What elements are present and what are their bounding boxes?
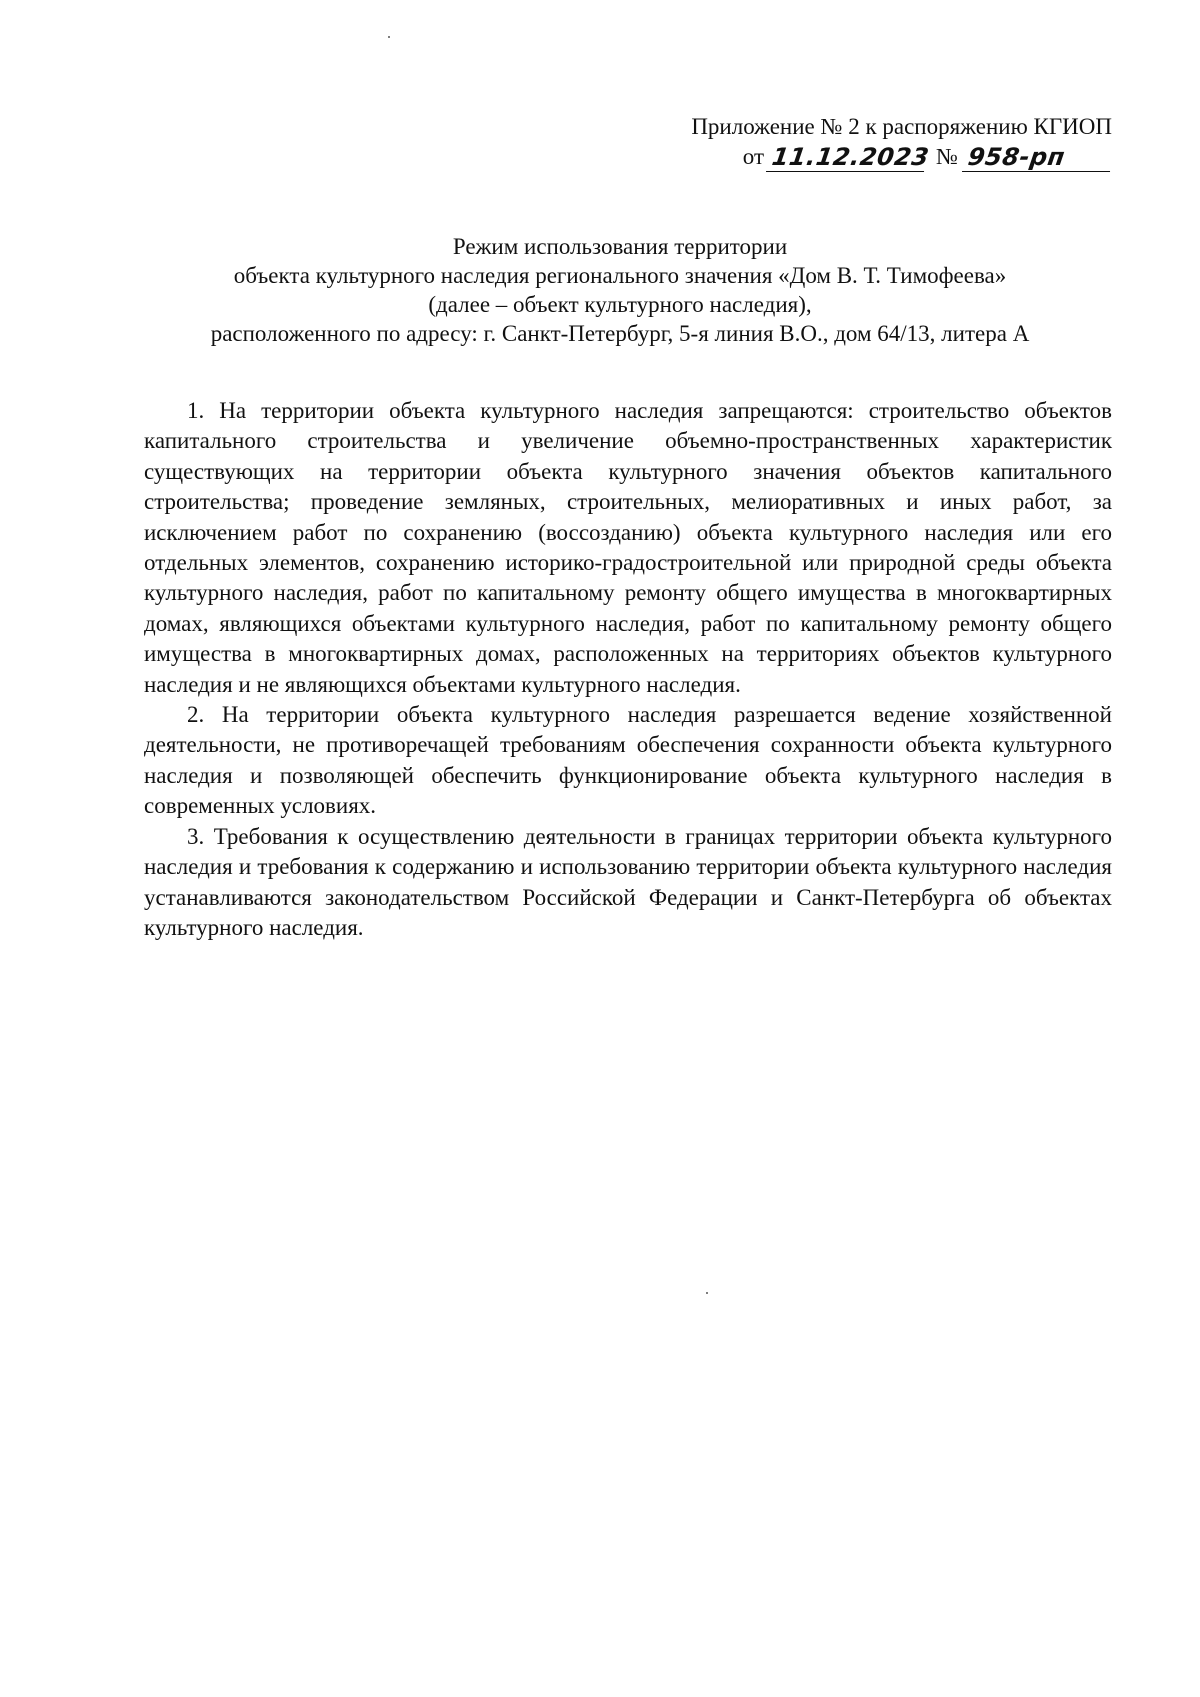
paragraph-3: 3. Требования к осуществлению деятельности в границах территории объекта культурного наследия и требования к содержанию и использованию территории объекта культурного наследия устанавливаются законодательством Российской Федерации и Санкт-Петербурга об объектах культурного наследия.: [144, 823, 1112, 940]
title-line-4: расположенного по адресу: г. Санкт-Петербург, 5-я линия В.О., дом 64/13, литера А: [210, 321, 1030, 346]
title-line-3: (далее – объект культурного наследия),: [428, 292, 812, 317]
number-prefix: №: [936, 144, 958, 169]
appendix-line: Приложение № 2 к распоряжению КГИОП: [691, 114, 1112, 139]
paragraph-2: 2. На территории объекта культурного наследия разрешается ведение хозяйственной деятельности, не противоречащей требованиям обеспечения сохранности объекта культурного наследия и позволяющей обеспечить функционирование объекта культурного наследия в современных условиях.: [144, 702, 1112, 819]
handwritten-date: 11.12.2023: [766, 143, 928, 172]
scan-speck: [388, 36, 390, 38]
order-reference: [652, 142, 1112, 172]
document-body: [144, 396, 1112, 943]
paragraph-1: 1. На территории объекта культурного наследия запрещаются: строительство объектов капитального строительства и увеличение объемно-пространственных характеристик существующих на территории объекта культурного значения объектов капитального строительства; проведение земляных, строительных, мелиоративных и иных работ, за исключением работ по сохранению (воссозданию) объекта культурного наследия или его отдельных элементов, сохранению историко-градостроительной или природной среды объекта культурного наследия, работ по капитальному ремонту общего имущества в многоквартирных домах, являющихся объектами культурного наследия, работ по капитальному ремонту общего имущества в многоквартирных домах, расположенных на территориях объектов культурного наследия и не являющихся объектами культурного наследия.: [144, 398, 1112, 697]
document-title: [130, 232, 1110, 348]
title-line-2: объекта культурного наследия регионального значения «Дом В. Т. Тимофеева»: [233, 263, 1007, 288]
title-line-1: Режим использования территории: [452, 234, 788, 259]
date-prefix: от: [742, 144, 765, 169]
appendix-header: [652, 112, 1112, 172]
handwritten-order-number: 958-рп: [962, 143, 1114, 172]
scan-speck: [706, 1292, 708, 1294]
